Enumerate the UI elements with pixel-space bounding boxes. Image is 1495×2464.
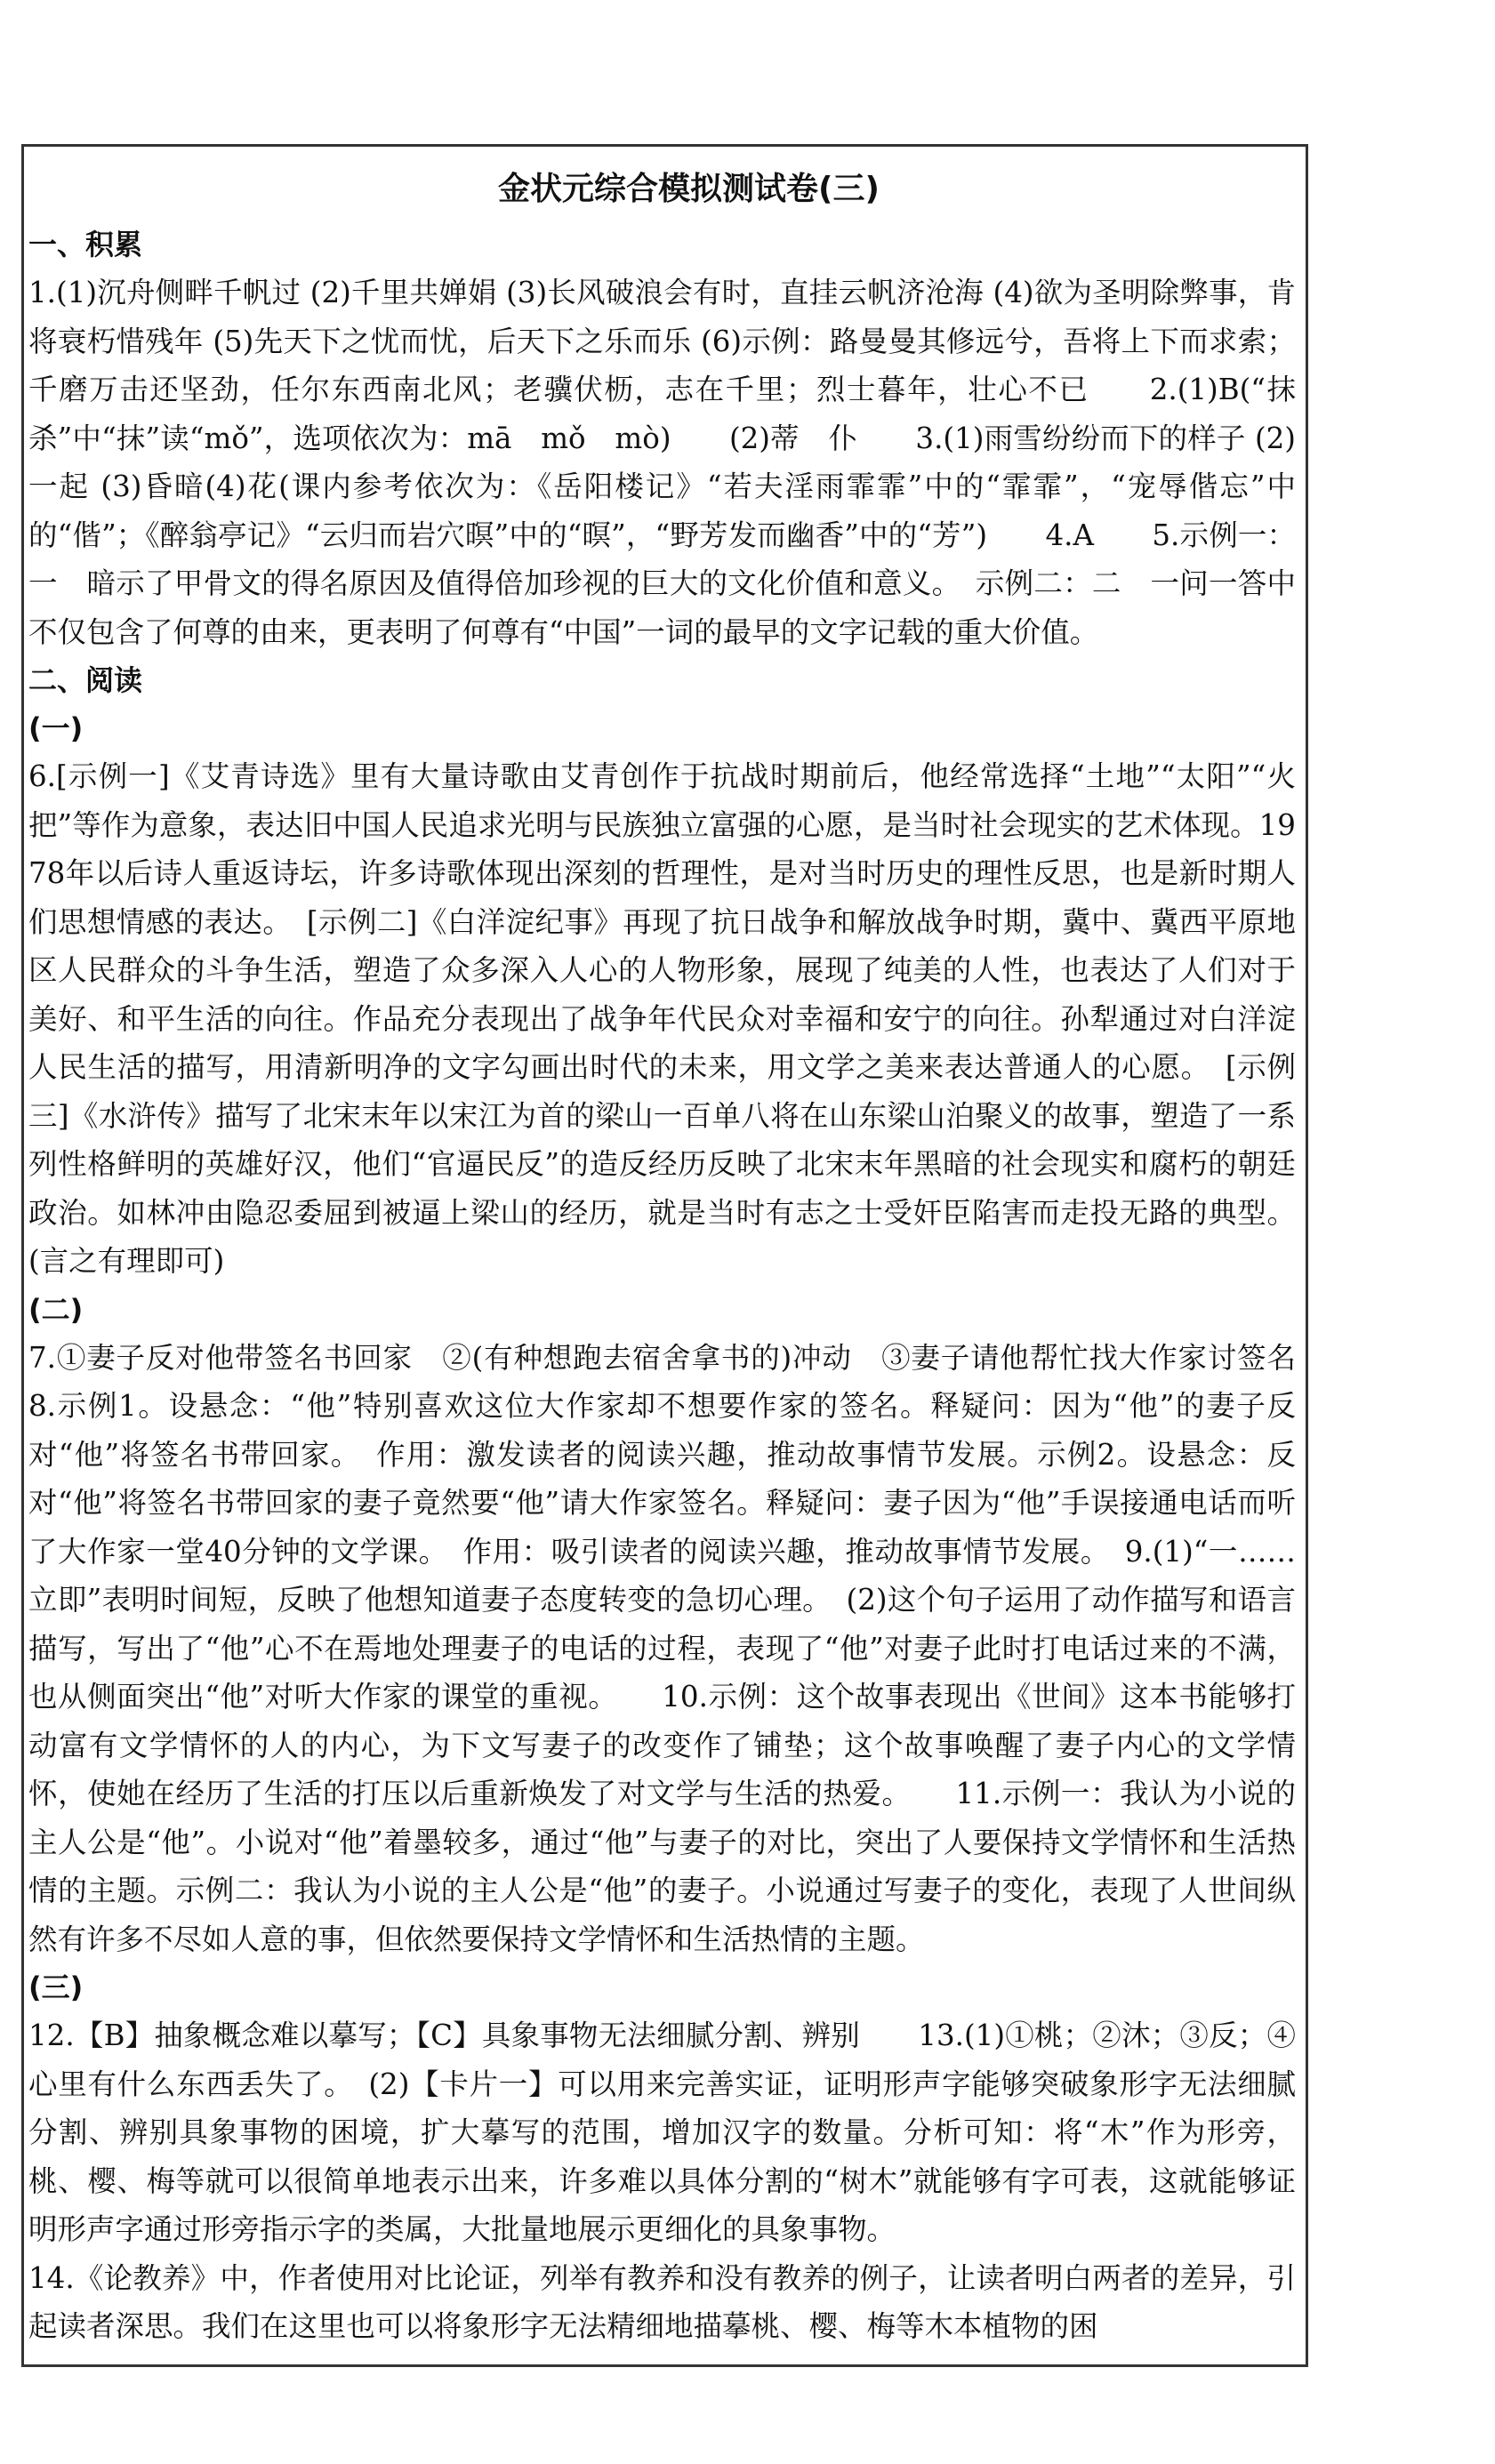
answer-paragraph: 7.①妻子反对他带签名书回家 ②(有种想跑去宿舍拿书的)冲动 ③妻子请他帮忙找大作家讨签名 8.示例1。设悬念：“他”特别喜欢这位大作家却不想要作家的签名。释疑问：因为“他”的妻子反对“他”将签名书带回家。 作用：激发读者的阅读兴趣，推动故事情节发展。示例2。设悬念：反对“他”将签名书带回家的妻子竟然要“他”请大作家签名。释疑问：妻子因为“他”手误接通电话而听了大作家一堂40分钟的文学课。 作用：吸引读者的阅读兴趣，推动故事情节发展。 9.(1)“一……立即”表明时间短，反映了他想知道妻子态度转变的急切心理。 (2)这个句子运用了动作描写和语言描写，写出了“他”心不在焉地处理妻子的电话的过程，表现了“他”对妻子此时打电话过来的不满，也从侧面突出“他”对听大作家的课堂的重视。 10.示例：这个故事表现出《世间》这本书能够打动富有文学情怀的人的内心，为下文写妻子的改变作了铺垫；这个故事唤醒了妻子内心的文学情怀，使她在经历了生活的打压以后重新焕发了对文学与生活的热爱。 11.示例一：我认为小说的主人公是“他”。小说对“他”着墨较多，通过“他”与妻子的对比，突出了人要保持文学情怀和生活热情的主题。示例二：我认为小说的主人公是“他”的妻子。小说通过写妻子的变化，表现了人世间纵然有许多不尽如人意的事，但依然要保持文学情怀和生活热情的主题。 (28, 1340, 1354, 1956)
page-title: 金状元综合模拟测试卷(三) (498, 171, 880, 207)
answer-paragraph: 12.【B】抽象概念难以摹写；【C】具象事物无法细腻分割、辨别 13.(1)①桃；②沐；③反；④心里有什么东西丢失了。 (2)【卡片一】可以用来完善实证，证明形声字能够突破象形字无法细腻分割、辨别具象事物的困境，扩大摹写的范围，增加汉字的数量。分析可知：将“木”作为形旁，桃、樱、梅等就可以很简单地表示出来，许多难以具体分割的“树木”就能够有字可表，这就能够证明形声字通过形旁指示字的类属，大批量地展示更细化的具象事物。 (28, 2019, 1296, 2246)
subsection-heading: (二) (28, 1292, 84, 1327)
section-reading (28, 656, 1354, 2351)
section-accumulation (28, 221, 1296, 656)
section-heading: 二、阅读 (28, 663, 143, 697)
answer-paragraph: 14.《论教养》中，作者使用对比论证，列举有教养和没有教养的例子，让读者明白两者的差异，引起读者深思。我们在这里也可以将象形字无法精细地描摹桃、樱、梅等木本植物的困 (28, 2260, 1296, 2343)
answer-sheet (28, 169, 1354, 2351)
subsection-heading: (一) (28, 711, 84, 745)
subsection-heading: (三) (28, 1970, 84, 2004)
reading-part-2 (28, 1286, 1354, 1964)
reading-part-3 (28, 1963, 1296, 2351)
reading-part-1 (28, 704, 1296, 1286)
section-heading: 一、积累 (28, 228, 143, 261)
answer-paragraph: 6.[示例一]《艾青诗选》里有大量诗歌由艾青创作于抗战时期前后，他经常选择“土地”“太阳”“火把”等作为意象，表达旧中国人民追求光明与民族独立富强的心愿，是当时社会现实的艺术体现。1978年以后诗人重返诗坛，许多诗歌体现出深刻的哲理性，是对当时历史的理性反思，也是新时期人们思想情感的表达。 [示例二]《白洋淀纪事》再现了抗日战争和解放战争时期，冀中、冀西平原地区人民群众的斗争生活，塑造了众多深入人心的人物形象，展现了纯美的人性，也表达了人们对于美好、和平生活的向往。作品充分表现出了战争年代民众对幸福和安宁的向往。孙犁通过对白洋淀人民生活的描写，用清新明净的文字勾画出时代的未来，用文学之美来表达普通人的心愿。 [示例三]《水浒传》描写了北宋末年以宋江为首的梁山一百单八将在山东梁山泊聚义的故事，塑造了一系列性格鲜明的英雄好汉，他们“官逼民反”的造反经历反映了北宋末年黑暗的社会现实和腐朽的朝廷政治。如林冲由隐忍委屈到被逼上梁山的经历，就是当时有志之士受奸臣陷害而走投无路的典型。(言之有理即可) (28, 759, 1296, 1278)
answer-paragraph: 1.(1)沉舟侧畔千帆过 (2)千里共婵娟 (3)长风破浪会有时，直挂云帆济沧海 (4)欲为圣明除弊事，肯将衰朽惜残年 (5)先天下之忧而忧，后天下之乐而乐 (6)示例：路曼曼其修远兮，吾将上下而求索；千磨万击还坚劲，任尔东西南北风；老骥伏枥，志在千里；烈士暮年，壮心不已 2.(1)B(“抹杀”中“抹”读“mǒ”，选项依次为：mā mǒ mò) (2)蒂 仆 3.(1)雨雪纷纷而下的样子 (2)一起 (3)昏暗(4)花(课内参考依次为：《岳阳楼记》“若夫淫雨霏霏”中的“霏霏”，“宠辱偕忘”中的“偕”；《醉翁亭记》“云归而岩穴暝”中的“暝”，“野芳发而幽香”中的“芳”) 4.A 5.示例一：一 暗示了甲骨文的得名原因及值得倍加珍视的巨大的文化价值和意义。 示例二：二 一问一答中不仅包含了何尊的由来，更表明了何尊有“中国”一词的最早的文字记载的重大价值。 (28, 276, 1296, 649)
